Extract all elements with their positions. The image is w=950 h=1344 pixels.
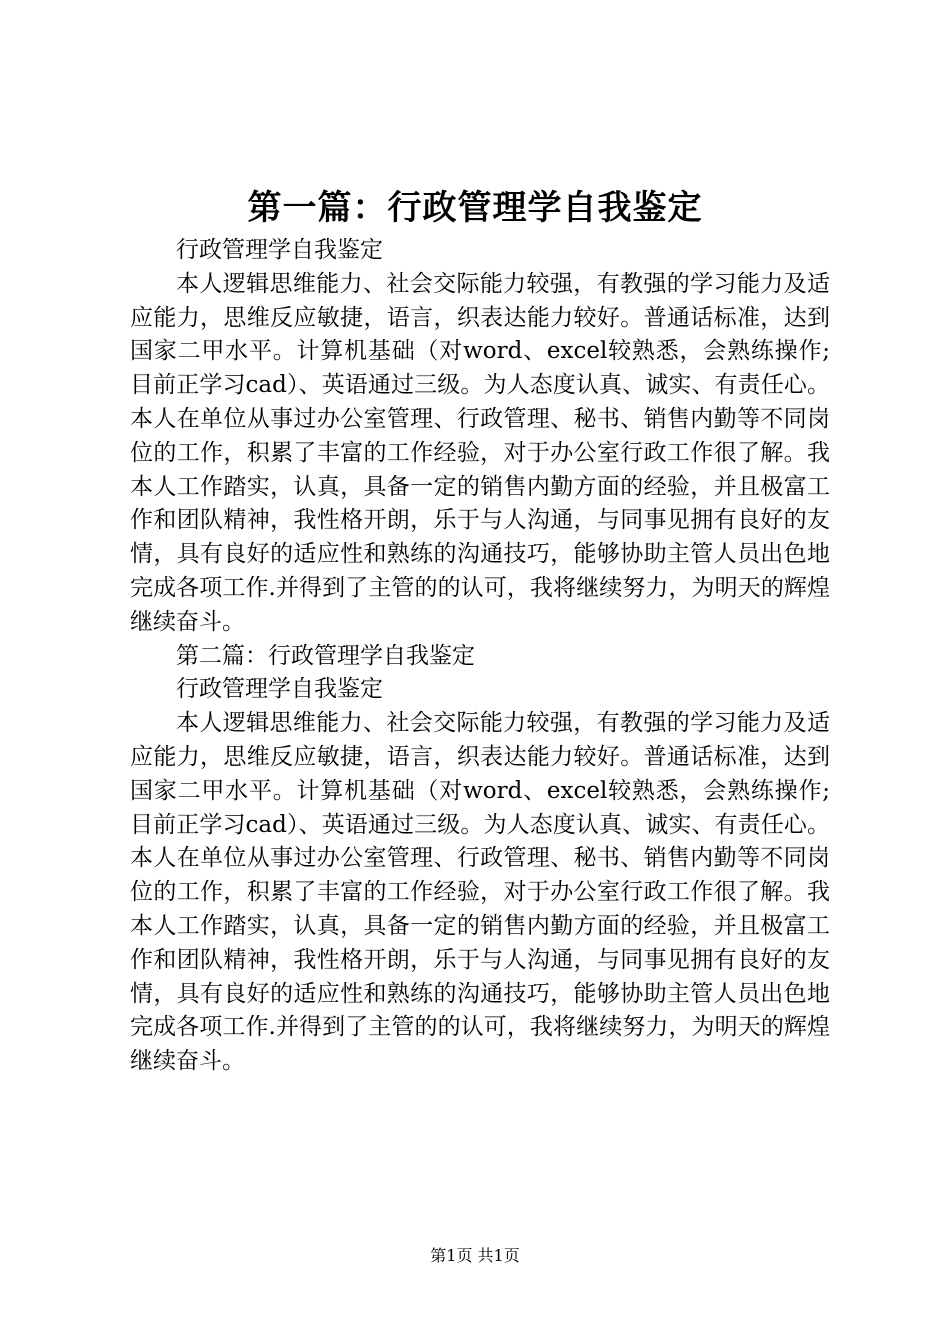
document-body [130,234,830,1079]
paragraph-subtitle-2: 行政管理学自我鉴定 [176,676,383,703]
paragraph-body-1: 本人逻辑思维能力、社会交际能力较强，有教强的学习能力及适应能力，思维反应敏捷，语言，织表达能力较好。普通话标准，达到国家二甲水平。计算机基础（对word、excel较熟悉，会熟练操作;目前正学习cad）、英语通过三级。为人态度认真、诚实、有责任心。本人在单位从事过办公室管理、行政管理、秘书、销售内勤等不同岗位的工作，积累了丰富的工作经验，对于办公室行政工作很了解。我本人工作踏实，认真，具备一定的销售内勤方面的经验，并且极富工作和团队精神，我性格开朗，乐于与人沟通，与同事见拥有良好的友情，具有良好的适应性和熟练的沟通技巧，能够协助主管人员出色地完成各项工作.并得到了主管的的认可，我将继续努力，为明天的辉煌继续奋斗。 [130,270,830,635]
document-title: 第一篇：行政管理学自我鉴定 [247,188,703,228]
page-footer: 第1页 共1页 [430,1246,520,1265]
paragraph-body-2: 本人逻辑思维能力、社会交际能力较强，有教强的学习能力及适应能力，思维反应敏捷，语言，织表达能力较好。普通话标准，达到国家二甲水平。计算机基础（对word、excel较熟悉，会熟练操作;目前正学习cad）、英语通过三级。为人态度认真、诚实、有责任心。本人在单位从事过办公室管理、行政管理、秘书、销售内勤等不同岗位的工作，积累了丰富的工作经验，对于办公室行政工作很了解。我本人工作踏实，认真，具备一定的销售内勤方面的经验，并且极富工作和团队精神，我性格开朗，乐于与人沟通，与同事见拥有良好的友情，具有良好的适应性和熟练的沟通技巧，能够协助主管人员出色地完成各项工作.并得到了主管的的认可，我将继续努力，为明天的辉煌继续奋斗。 [130,710,830,1075]
paragraph-subtitle-1: 行政管理学自我鉴定 [176,237,383,263]
paragraph-section-heading-2: 第二篇：行政管理学自我鉴定 [176,642,475,669]
